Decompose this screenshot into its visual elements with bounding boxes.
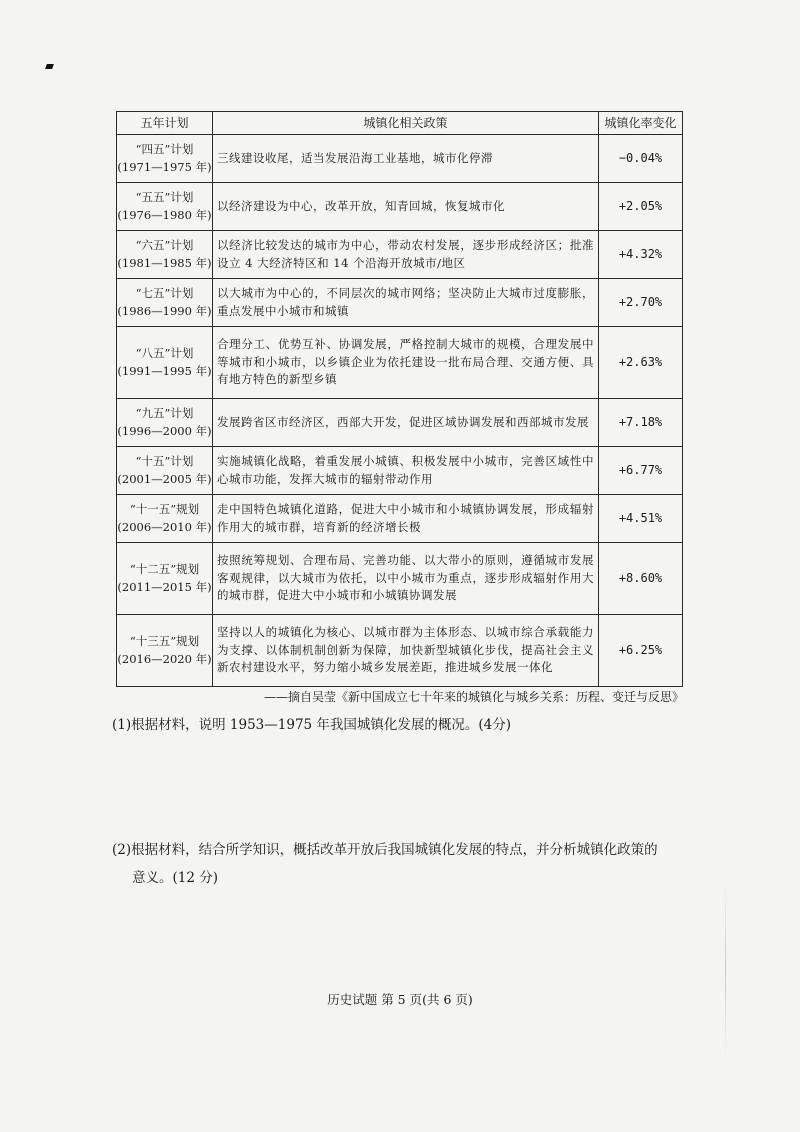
plan-cell <box>117 135 213 183</box>
header-rate: 城镇化率变化 <box>599 112 683 135</box>
table-row <box>117 231 683 279</box>
plan-years: (1981—1985 年) <box>117 255 212 270</box>
table-row <box>117 447 683 495</box>
policy-cell: 以经济比较发达的城市为中心，带动农村发展，逐步形成经济区；批准设立 4 大经济特区和 14 个沿海开放城市/地区 <box>213 231 599 279</box>
question-1: (1)根据材料，说明 1953—1975 年我国城镇化发展的概况。(4分) <box>112 717 512 733</box>
plan-cell <box>117 183 213 231</box>
plan-cell <box>117 543 213 615</box>
rate-cell: +8.60% <box>599 543 683 615</box>
header-policy: 城镇化相关政策 <box>213 112 599 135</box>
plan-years: (1986—1990 年) <box>117 303 212 318</box>
plan-cell <box>117 327 213 399</box>
policy-cell: 以经济建设为中心，改革开放，知青回城，恢复城市化 <box>213 183 599 231</box>
corner-mark <box>45 64 54 69</box>
table-row <box>117 327 683 399</box>
plan-cell <box>117 495 213 543</box>
plan-name: “九五”计划 <box>135 405 194 420</box>
scan-edge-shadow <box>725 880 726 1060</box>
rate-cell: −0.04% <box>599 135 683 183</box>
question-2-line1: (2)根据材料，结合所学知识，概括改革开放后我国城镇化发展的特点，并分析城镇化政策的 <box>112 842 658 858</box>
policy-cell: 三线建设收尾，适当发展沿海工业基地，城市化停滞 <box>213 135 599 183</box>
plan-cell <box>117 615 213 687</box>
plan-name: “十二五”规划 <box>129 561 200 576</box>
header-plan: 五年计划 <box>117 112 213 135</box>
policy-cell: 走中国特色城镇化道路，促进大中小城市和小城镇协调发展，形成辐射作用大的城市群，培育新的经济增长极 <box>213 495 599 543</box>
plan-name: “七五”计划 <box>135 285 194 300</box>
question-2-line2: 意义。(12 分) <box>132 870 219 886</box>
plan-years: (1976—1980 年) <box>117 207 212 222</box>
policy-cell: 发展跨省区市经济区，西部大开发，促进区域协调发展和西部城市发展 <box>213 399 599 447</box>
plan-cell <box>117 399 213 447</box>
policy-cell: 合理分工、优势互补、协调发展，严格控制大城市的规模，合理发展中等城市和小城市，以乡镇企业为依托建设一批布局合理、交通方便、具有地方特色的新型乡镇 <box>213 327 599 399</box>
policy-cell: 以大城市为中心的，不同层次的城市网络；坚决防止大城市过度膨胀，重点发展中小城市和城镇 <box>213 279 599 327</box>
plan-years: (1991—1995 年) <box>117 363 212 378</box>
question-2 <box>112 836 692 892</box>
table-header-row <box>117 112 683 135</box>
plan-name: “十五”计划 <box>135 453 194 468</box>
rate-cell: +6.25% <box>599 615 683 687</box>
plan-years: (2016—2020 年) <box>117 651 212 666</box>
plan-name: “五五”计划 <box>135 189 194 204</box>
source-citation: ——摘自吴莹《新中国成立七十年来的城镇化与城乡关系：历程、变迁与反思》 <box>263 690 684 704</box>
table-row <box>117 183 683 231</box>
plan-cell <box>117 231 213 279</box>
plan-years: (1996—2000 年) <box>117 423 212 438</box>
page-footer: 历史试题 第 5 页(共 6 页) <box>327 992 473 1007</box>
urbanization-policy-table <box>116 111 683 687</box>
plan-name: “四五”计划 <box>135 141 194 156</box>
plan-cell <box>117 279 213 327</box>
rate-cell: +2.63% <box>599 327 683 399</box>
plan-years: (2011—2015 年) <box>117 579 212 594</box>
plan-name: “十一五”规划 <box>129 501 200 516</box>
table-row <box>117 615 683 687</box>
rate-cell: +4.51% <box>599 495 683 543</box>
table-row <box>117 495 683 543</box>
rate-cell: +4.32% <box>599 231 683 279</box>
table-row <box>117 399 683 447</box>
plan-name: “十三五”规划 <box>129 633 200 648</box>
table-row <box>117 135 683 183</box>
rate-cell: +2.70% <box>599 279 683 327</box>
rate-cell: +2.05% <box>599 183 683 231</box>
table-row <box>117 543 683 615</box>
policy-cell: 按照统筹规划、合理布局、完善功能、以大带小的原则，遵循城市发展客观规律，以大城市为依托，以中小城市为重点，逐步形成辐射作用大的城市群，促进大中小城市和小城镇协调发展 <box>213 543 599 615</box>
policy-cell: 坚持以人的城镇化为核心、以城市群为主体形态、以城市综合承载能力为支撑、以体制机制创新为保障，加快新型城镇化步伐，提高社会主义新农村建设水平，努力缩小城乡发展差距，推进城乡发展一体化 <box>213 615 599 687</box>
plan-name: “六五”计划 <box>135 237 194 252</box>
plan-cell <box>117 447 213 495</box>
rate-cell: +7.18% <box>599 399 683 447</box>
rate-cell: +6.77% <box>599 447 683 495</box>
policy-cell: 实施城镇化战略，着重发展小城镇、积极发展中小城市，完善区域性中心城市功能，发挥大城市的辐射带动作用 <box>213 447 599 495</box>
table-row <box>117 279 683 327</box>
plan-name: “八五”计划 <box>135 345 194 360</box>
plan-years: (2006—2010 年) <box>117 519 212 534</box>
plan-years: (2001—2005 年) <box>117 471 212 486</box>
plan-years: (1971—1975 年) <box>117 159 212 174</box>
